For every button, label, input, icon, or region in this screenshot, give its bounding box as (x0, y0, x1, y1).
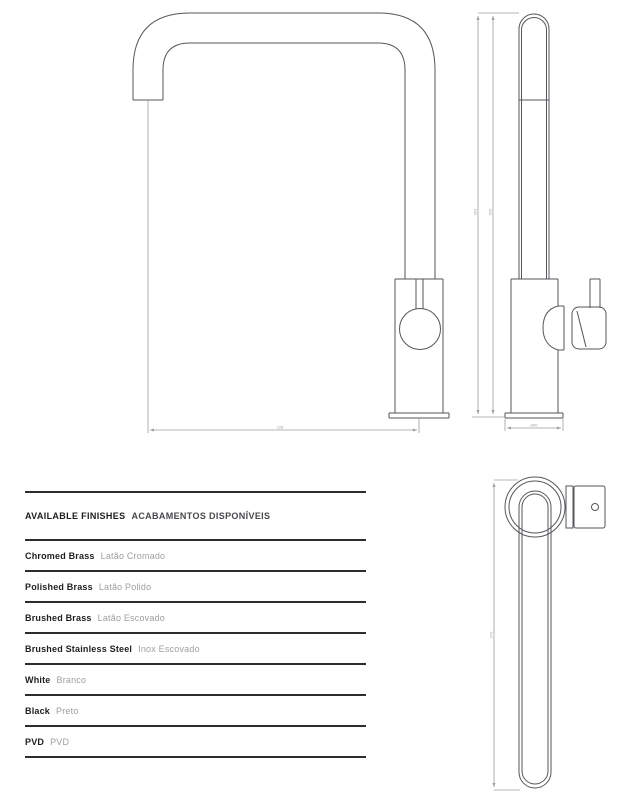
finish-row-pvd (25, 727, 366, 758)
finishes-header-en: AVAILABLE FINISHES (25, 511, 126, 521)
finish-name-pt: Latão Cromado (100, 550, 166, 561)
body-inner-circle (509, 481, 561, 533)
body-outer-circle (505, 477, 565, 537)
finishes-header-pt: ACABAMENTOS DISPONÍVEIS (131, 511, 271, 521)
riser-outer-outline (519, 14, 549, 279)
body-outline (395, 279, 443, 413)
spout-inner-outline (163, 43, 405, 279)
finish-name-en: Brushed Brass (25, 612, 92, 623)
faucet-front-view (120, 0, 460, 440)
finish-row-brushed-brass (25, 603, 366, 634)
finish-name-en: White (25, 674, 51, 685)
handle-bulge (543, 306, 558, 350)
finish-name-en: Black (25, 705, 51, 716)
finish-name-en: PVD (25, 736, 45, 747)
handle-stem (416, 279, 423, 309)
finish-name-pt: Branco (56, 674, 87, 685)
handle-cartridge-ring (558, 306, 564, 350)
length-dimension-label: 270 (488, 631, 494, 639)
length-extension-lines (494, 480, 520, 790)
base-flange (389, 413, 449, 418)
handle-grip-joint-line (577, 311, 586, 347)
spout-outer-outline (133, 13, 435, 279)
base-flange (505, 413, 563, 418)
handle-pin (590, 279, 600, 308)
reach-dimension-label: 228 (276, 424, 284, 430)
handle-head (574, 486, 605, 528)
reach-extension-lines (148, 100, 419, 433)
finish-name-pt: Preto (56, 705, 79, 716)
finishes-table (25, 491, 366, 758)
handle-connector (566, 486, 573, 528)
finish-name-pt: PVD (50, 736, 70, 747)
finish-name-en: Polished Brass (25, 581, 93, 592)
finish-name-pt: Latão Escovado (97, 612, 165, 623)
height-total-dimension-label: 353 (472, 208, 478, 216)
finish-row-brushed-stainless-steel (25, 634, 366, 665)
height-extension-lines (472, 13, 519, 417)
finish-name-en: Brushed Stainless Steel (25, 643, 133, 654)
finish-name-en: Chromed Brass (25, 550, 95, 561)
faucet-side-view (460, 0, 623, 440)
spout-outer-outline (519, 491, 551, 788)
base-dimension-label: ø50 (530, 422, 538, 428)
finish-name-pt: Latão Polido (98, 581, 152, 592)
finish-row-black (25, 696, 366, 727)
finish-row-polished-brass (25, 572, 366, 603)
finish-row-white (25, 665, 366, 696)
finishes-header (25, 493, 366, 541)
finish-name-pt: Inox Escovado (138, 643, 200, 654)
handle-knob-circle (400, 309, 441, 350)
faucet-top-view (480, 460, 623, 800)
riser-inner-outline (522, 17, 547, 279)
height-spout-dimension-label: 325 (487, 208, 493, 216)
finish-row-chromed-brass (25, 541, 366, 572)
handle-pin-hole (592, 504, 599, 511)
